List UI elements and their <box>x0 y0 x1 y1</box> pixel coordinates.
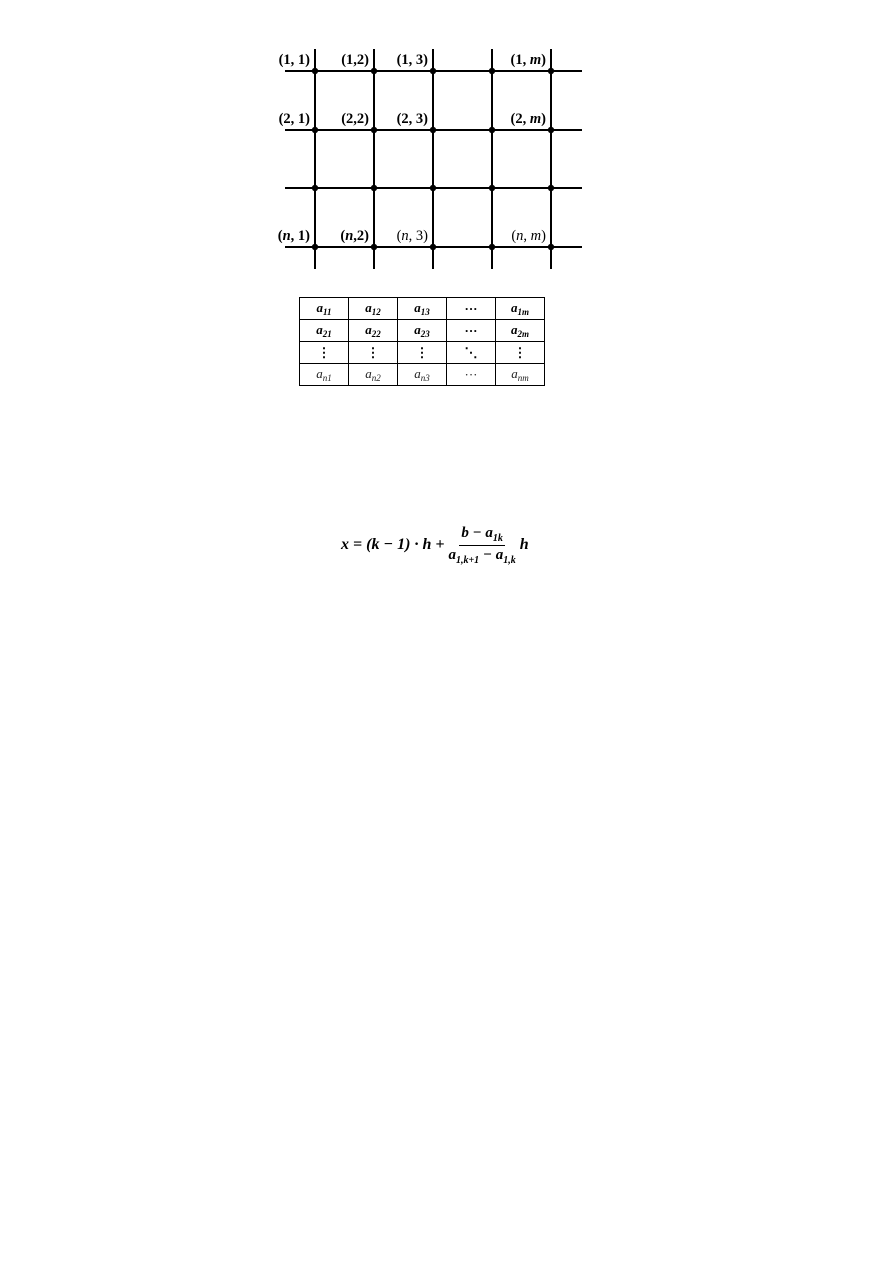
matrix-element-subscript: 23 <box>420 328 430 339</box>
grid-labels <box>278 52 546 244</box>
grid-node <box>312 185 318 191</box>
matrix-element-base: a <box>511 365 518 381</box>
matrix-element-base: a <box>316 299 323 315</box>
matrix-element-subscript: 22 <box>371 328 381 339</box>
matrix-ellipsis: ⋮ <box>317 345 331 360</box>
node-label: (2, 3) <box>396 111 428 127</box>
matrix-element-subscript: 1m <box>517 306 529 317</box>
matrix-cell <box>447 320 496 342</box>
grid-node <box>371 68 377 74</box>
matrix-row <box>300 364 545 386</box>
formula-numerator <box>459 525 505 546</box>
formula-tail: h <box>519 536 529 553</box>
grid-node <box>489 185 495 191</box>
grid-node <box>430 127 436 133</box>
matrix-ellipsis: ··· <box>464 367 478 382</box>
grid-node <box>489 68 495 74</box>
grid-node <box>489 244 495 250</box>
matrix-cell <box>398 298 447 320</box>
denominator-b-subscript: 1,k <box>503 554 516 566</box>
node-label: (1, 3) <box>396 52 428 68</box>
matrix-element-base: a <box>365 321 372 337</box>
node-label: (1,2) <box>341 52 369 68</box>
matrix-cell <box>496 342 545 364</box>
node-label: (2, 1) <box>278 111 310 127</box>
matrix-cell <box>300 298 349 320</box>
matrix-cell <box>300 364 349 386</box>
matrix-element-subscript: nm <box>517 372 529 383</box>
matrix-ellipsis: ⋮ <box>513 345 527 360</box>
formula-lhs: x = (k − 1) · h + <box>341 536 445 553</box>
grid-node <box>312 127 318 133</box>
matrix-cell <box>447 364 496 386</box>
node-label: (1, m) <box>510 52 546 68</box>
matrix-row <box>300 342 545 364</box>
node-label: (n, 1) <box>277 228 310 244</box>
matrix-element-subscript: 13 <box>420 306 430 317</box>
matrix-cell <box>300 342 349 364</box>
matrix-cell <box>398 342 447 364</box>
matrix-cell <box>300 320 349 342</box>
matrix-ellipsis: ⋮ <box>415 345 429 360</box>
matrix-cell <box>349 364 398 386</box>
matrix-element-subscript: 21 <box>322 328 332 339</box>
matrix-ellipsis: ⋱ <box>464 345 478 360</box>
matrix-table <box>299 297 545 386</box>
grid-node <box>548 127 554 133</box>
matrix-element-subscript: n1 <box>322 372 332 383</box>
matrix-cell <box>447 298 496 320</box>
matrix-element-base: a <box>316 365 323 381</box>
matrix-cell <box>496 364 545 386</box>
grid-node <box>430 68 436 74</box>
matrix-cell <box>398 364 447 386</box>
matrix-element-base: a <box>316 321 323 337</box>
node-label: (n,2) <box>340 228 369 244</box>
matrix-element-base: a <box>414 299 421 315</box>
grid-node <box>371 127 377 133</box>
grid-node <box>312 244 318 250</box>
matrix-element-base: a <box>510 321 518 337</box>
matrix-ellipsis: ··· <box>464 323 478 338</box>
matrix-cell <box>398 320 447 342</box>
grid-node <box>312 68 318 74</box>
matrix-cell <box>349 298 398 320</box>
matrix-cell <box>349 342 398 364</box>
grid-node <box>548 244 554 250</box>
grid-node <box>489 127 495 133</box>
matrix-row <box>300 298 545 320</box>
matrix-cell <box>496 298 545 320</box>
grid-node <box>430 185 436 191</box>
matrix-ellipsis: ··· <box>464 301 478 316</box>
matrix-cell <box>349 320 398 342</box>
formula-fraction <box>446 525 517 566</box>
matrix-cell <box>496 320 545 342</box>
matrix-element-subscript: 11 <box>322 306 332 317</box>
matrix-element-subscript: 2m <box>517 328 529 339</box>
node-label: (n, m) <box>511 228 546 244</box>
node-label: (2,2) <box>341 111 369 127</box>
node-label: (2, m) <box>510 111 546 127</box>
denominator-a: a <box>448 546 456 563</box>
matrix-element-base: a <box>414 365 421 381</box>
matrix-element-base: a <box>365 299 372 315</box>
matrix-cell <box>447 342 496 364</box>
numerator-main: b − a <box>461 524 493 541</box>
matrix-element-base: a <box>414 321 421 337</box>
grid-node <box>548 185 554 191</box>
matrix-ellipsis: ⋮ <box>366 345 380 360</box>
matrix-element-base: a <box>365 365 372 381</box>
numerator-subscript: 1k <box>492 532 503 544</box>
matrix-row <box>300 320 545 342</box>
matrix-element-subscript: n3 <box>420 372 430 383</box>
grid-node-diagram <box>0 0 893 280</box>
node-label: (1, 1) <box>278 52 310 68</box>
grid-node <box>371 185 377 191</box>
grid-node <box>430 244 436 250</box>
matrix-element-base: a <box>510 299 518 315</box>
denominator-a-subscript: 1,k+1 <box>455 554 480 566</box>
grid-node <box>371 244 377 250</box>
grid-node <box>548 68 554 74</box>
node-label: (n, 3) <box>396 228 428 244</box>
formula-denominator <box>446 546 517 566</box>
matrix-element-subscript: 12 <box>371 306 381 317</box>
matrix-element-subscript: n2 <box>371 372 381 383</box>
denominator-minus: − a <box>479 546 504 563</box>
interpolation-formula <box>341 523 529 567</box>
